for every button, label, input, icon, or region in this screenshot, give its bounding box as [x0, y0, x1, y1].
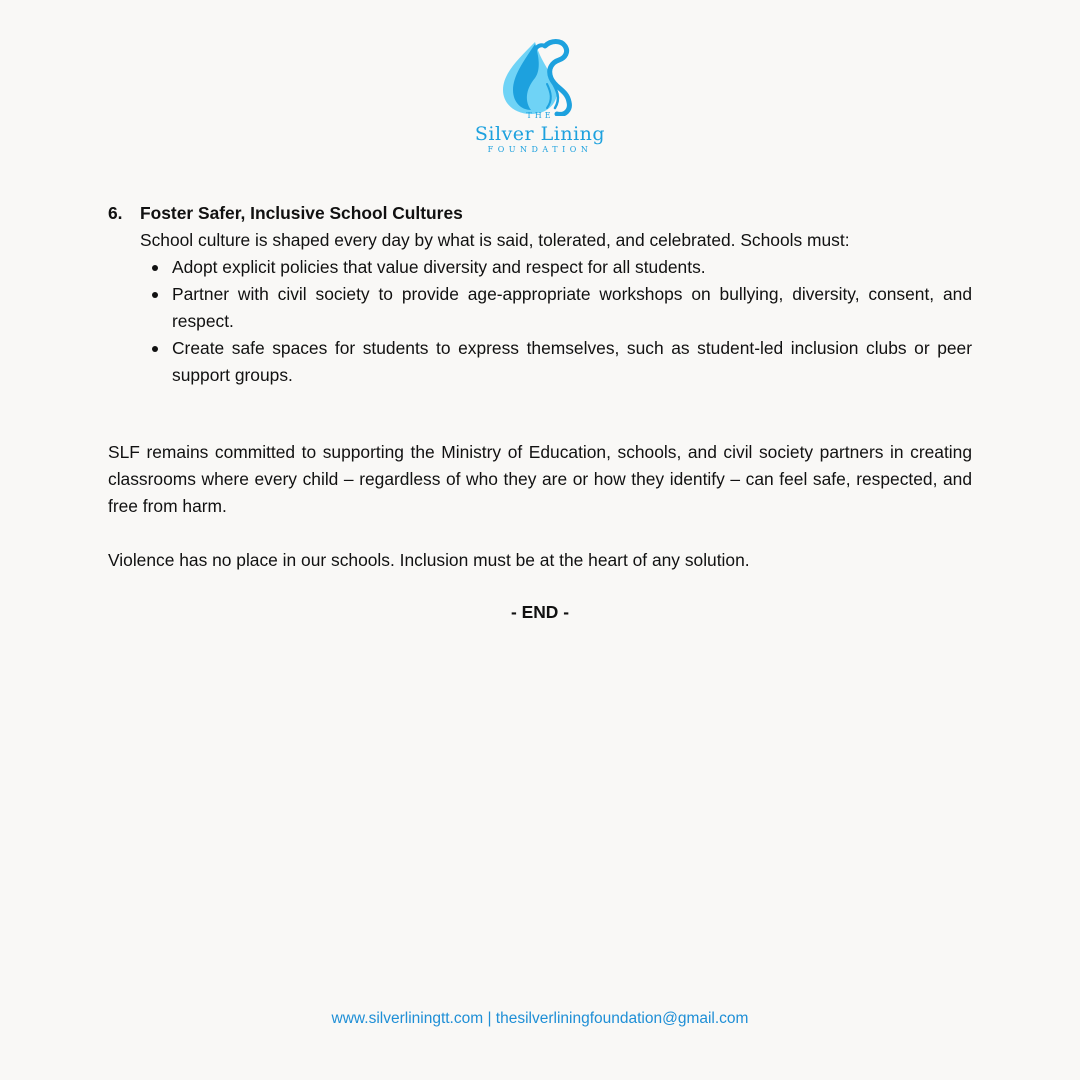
bullet-text: Create safe spaces for students to express themselves, such as student-led inclusion clubs or peer support groups. [172, 338, 972, 385]
end-marker: - END - [511, 602, 569, 622]
bullet-item [140, 281, 972, 335]
bullet-text: Partner with civil society to provide age-appropriate workshops on bullying, diversity, consent, and respect. [172, 284, 972, 331]
bullet-item [140, 254, 972, 281]
section-intro: School culture is shaped every day by what is said, tolerated, and celebrated. Schools must: [140, 230, 850, 250]
closing-paragraph: Violence has no place in our schools. Inclusion must be at the heart of any solution. [108, 550, 750, 570]
bullet-text: Adopt explicit policies that value diversity and respect for all students. [172, 257, 706, 277]
section-heading [108, 200, 972, 227]
bullet-dot-icon [152, 265, 158, 271]
logo-the-text: THE [526, 111, 554, 120]
bullet-dot-icon [152, 292, 158, 298]
swan-logo-icon [495, 32, 585, 116]
bullet-dot-icon [152, 346, 158, 352]
section-bullet-list [140, 254, 972, 389]
logo-name-text: Silver Lining [474, 123, 606, 145]
foundation-logo [0, 32, 1080, 162]
bullet-item [140, 335, 972, 389]
section-number: 6. [108, 203, 123, 223]
footer-contact[interactable]: www.silverliningtt.com | thesilverliningfoundation@gmail.com [331, 1010, 749, 1027]
section-title: Foster Safer, Inclusive School Cultures [140, 203, 463, 223]
press-release-body [108, 200, 972, 626]
commitment-paragraph: SLF remains committed to supporting the Ministry of Education, schools, and civil society partners in creating classrooms where every child – regardless of who they are or how they identify – can feel safe, respected, and free from harm. [108, 442, 972, 516]
logo-foundation-text: FOUNDATION [487, 145, 593, 154]
